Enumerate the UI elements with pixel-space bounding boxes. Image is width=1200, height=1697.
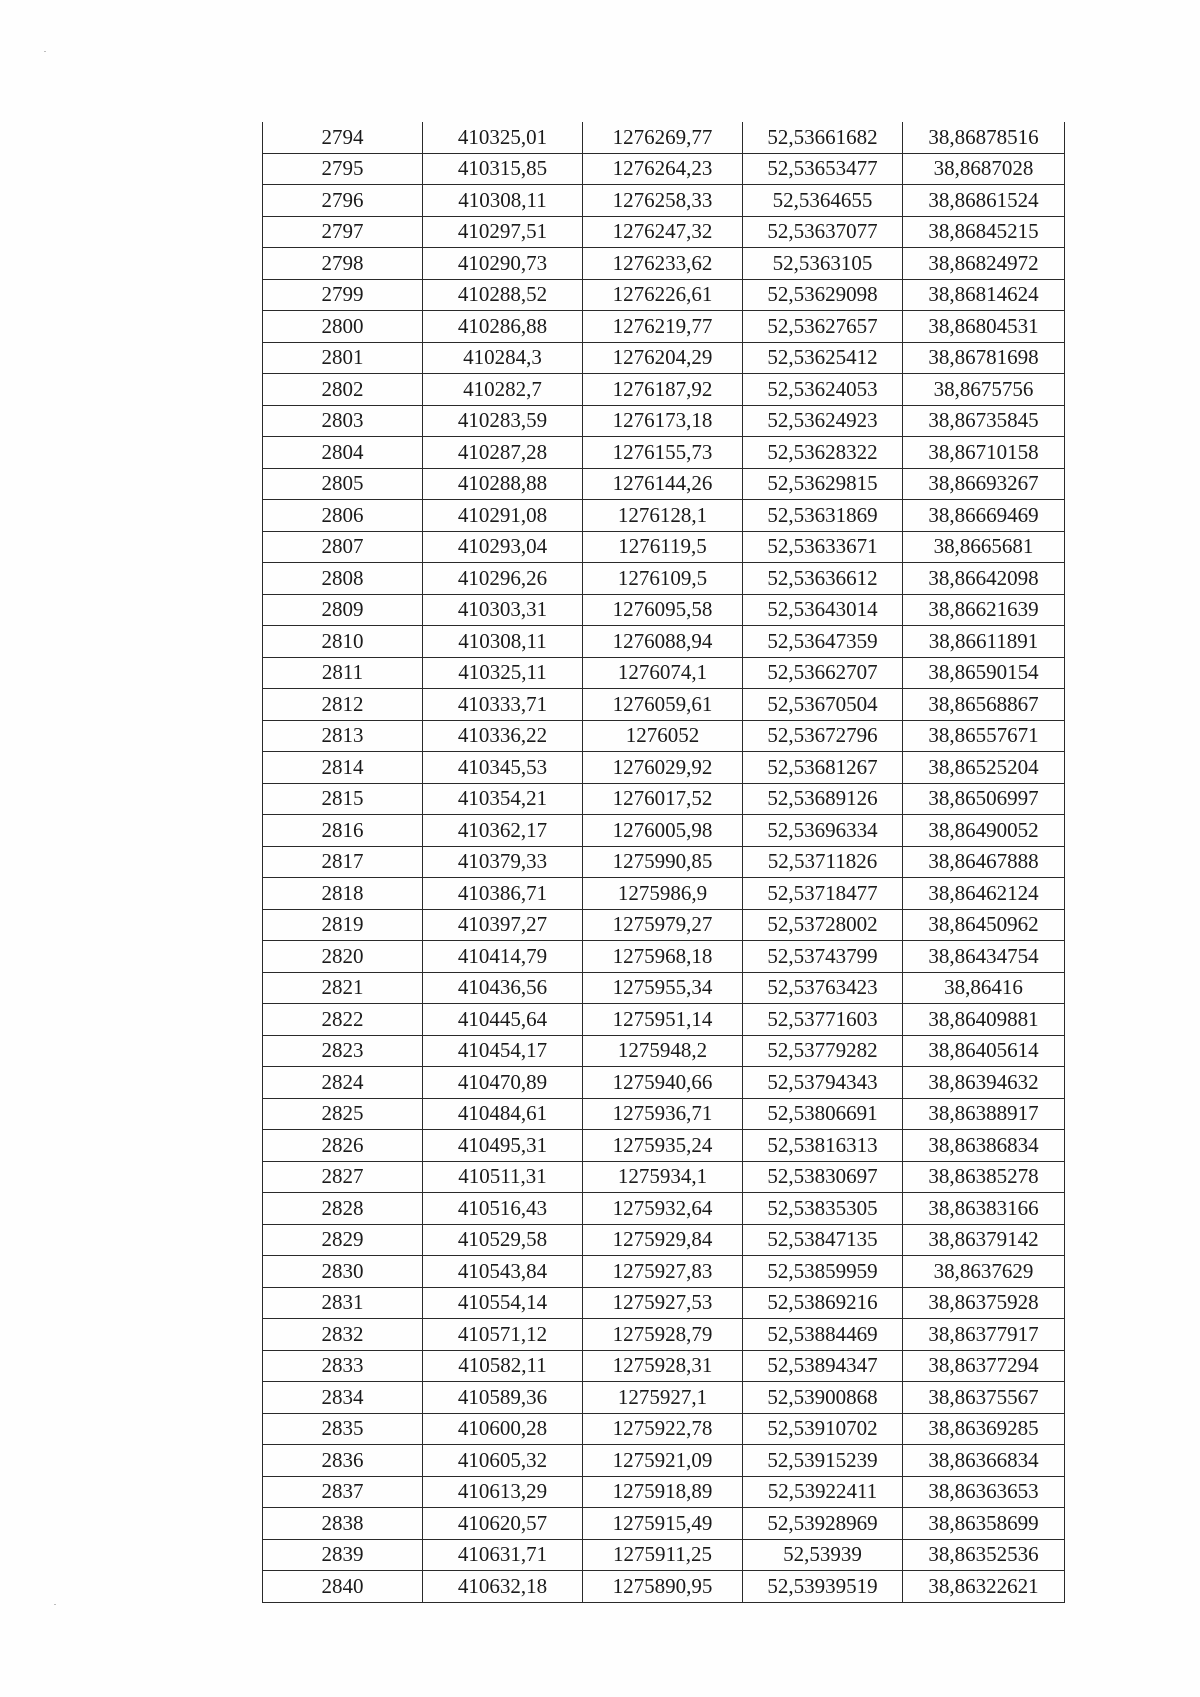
table-row xyxy=(263,1035,1065,1067)
y-coordinate-cell: 1275915,49 xyxy=(583,1508,743,1540)
longitude-cell: 38,86490052 xyxy=(903,815,1065,847)
scan-speck xyxy=(54,1604,56,1605)
y-coordinate-cell: 1275951,14 xyxy=(583,1004,743,1036)
latitude-cell: 52,53662707 xyxy=(743,657,903,689)
longitude-cell: 38,86669469 xyxy=(903,500,1065,532)
point-number-cell: 2802 xyxy=(263,374,423,406)
table-row xyxy=(263,563,1065,595)
point-number-cell: 2799 xyxy=(263,279,423,311)
point-number-cell: 2820 xyxy=(263,941,423,973)
x-coordinate-cell: 410296,26 xyxy=(423,563,583,595)
longitude-cell: 38,86467888 xyxy=(903,846,1065,878)
latitude-cell: 52,53681267 xyxy=(743,752,903,784)
longitude-cell: 38,86590154 xyxy=(903,657,1065,689)
y-coordinate-cell: 1275990,85 xyxy=(583,846,743,878)
latitude-cell: 52,53631869 xyxy=(743,500,903,532)
y-coordinate-cell: 1275929,84 xyxy=(583,1224,743,1256)
latitude-cell: 52,53628322 xyxy=(743,437,903,469)
latitude-cell: 52,53763423 xyxy=(743,972,903,1004)
x-coordinate-cell: 410605,32 xyxy=(423,1445,583,1477)
x-coordinate-cell: 410589,36 xyxy=(423,1382,583,1414)
point-number-cell: 2828 xyxy=(263,1193,423,1225)
latitude-cell: 52,53629815 xyxy=(743,468,903,500)
coordinates-table-body xyxy=(263,122,1065,1602)
longitude-cell: 38,86388917 xyxy=(903,1098,1065,1130)
y-coordinate-cell: 1276173,18 xyxy=(583,405,743,437)
table-row xyxy=(263,1098,1065,1130)
table-row xyxy=(263,720,1065,752)
longitude-cell: 38,86385278 xyxy=(903,1161,1065,1193)
latitude-cell: 52,53847135 xyxy=(743,1224,903,1256)
table-row xyxy=(263,374,1065,406)
latitude-cell: 52,53728002 xyxy=(743,909,903,941)
point-number-cell: 2795 xyxy=(263,153,423,185)
x-coordinate-cell: 410484,61 xyxy=(423,1098,583,1130)
latitude-cell: 52,53672796 xyxy=(743,720,903,752)
x-coordinate-cell: 410632,18 xyxy=(423,1571,583,1603)
point-number-cell: 2829 xyxy=(263,1224,423,1256)
longitude-cell: 38,86322621 xyxy=(903,1571,1065,1603)
longitude-cell: 38,86434754 xyxy=(903,941,1065,973)
y-coordinate-cell: 1276233,62 xyxy=(583,248,743,280)
x-coordinate-cell: 410571,12 xyxy=(423,1319,583,1351)
y-coordinate-cell: 1276095,58 xyxy=(583,594,743,626)
longitude-cell: 38,86735845 xyxy=(903,405,1065,437)
point-number-cell: 2807 xyxy=(263,531,423,563)
point-number-cell: 2821 xyxy=(263,972,423,1004)
table-row xyxy=(263,122,1065,153)
point-number-cell: 2832 xyxy=(263,1319,423,1351)
y-coordinate-cell: 1275927,53 xyxy=(583,1287,743,1319)
latitude-cell: 52,53900868 xyxy=(743,1382,903,1414)
point-number-cell: 2819 xyxy=(263,909,423,941)
latitude-cell: 52,53647359 xyxy=(743,626,903,658)
y-coordinate-cell: 1276258,33 xyxy=(583,185,743,217)
longitude-cell: 38,86352536 xyxy=(903,1539,1065,1571)
y-coordinate-cell: 1276155,73 xyxy=(583,437,743,469)
latitude-cell: 52,53894347 xyxy=(743,1350,903,1382)
point-number-cell: 2810 xyxy=(263,626,423,658)
y-coordinate-cell: 1276204,29 xyxy=(583,342,743,374)
longitude-cell: 38,86386834 xyxy=(903,1130,1065,1162)
latitude-cell: 52,53830697 xyxy=(743,1161,903,1193)
latitude-cell: 52,53661682 xyxy=(743,122,903,153)
point-number-cell: 2836 xyxy=(263,1445,423,1477)
x-coordinate-cell: 410288,88 xyxy=(423,468,583,500)
scan-speck xyxy=(44,51,46,52)
x-coordinate-cell: 410436,56 xyxy=(423,972,583,1004)
point-number-cell: 2826 xyxy=(263,1130,423,1162)
longitude-cell: 38,86394632 xyxy=(903,1067,1065,1099)
longitude-cell: 38,8687028 xyxy=(903,153,1065,185)
longitude-cell: 38,86375928 xyxy=(903,1287,1065,1319)
y-coordinate-cell: 1275955,34 xyxy=(583,972,743,1004)
longitude-cell: 38,86878516 xyxy=(903,122,1065,153)
y-coordinate-cell: 1275968,18 xyxy=(583,941,743,973)
longitude-cell: 38,86358699 xyxy=(903,1508,1065,1540)
point-number-cell: 2814 xyxy=(263,752,423,784)
longitude-cell: 38,86450962 xyxy=(903,909,1065,941)
table-row xyxy=(263,1382,1065,1414)
latitude-cell: 52,53779282 xyxy=(743,1035,903,1067)
x-coordinate-cell: 410325,01 xyxy=(423,122,583,153)
point-number-cell: 2801 xyxy=(263,342,423,374)
y-coordinate-cell: 1276119,5 xyxy=(583,531,743,563)
y-coordinate-cell: 1275948,2 xyxy=(583,1035,743,1067)
x-coordinate-cell: 410282,7 xyxy=(423,374,583,406)
table-row xyxy=(263,279,1065,311)
y-coordinate-cell: 1276144,26 xyxy=(583,468,743,500)
point-number-cell: 2823 xyxy=(263,1035,423,1067)
latitude-cell: 52,53922411 xyxy=(743,1476,903,1508)
longitude-cell: 38,86363653 xyxy=(903,1476,1065,1508)
table-row xyxy=(263,1539,1065,1571)
point-number-cell: 2824 xyxy=(263,1067,423,1099)
y-coordinate-cell: 1276088,94 xyxy=(583,626,743,658)
latitude-cell: 52,53670504 xyxy=(743,689,903,721)
table-row xyxy=(263,1130,1065,1162)
y-coordinate-cell: 1276219,77 xyxy=(583,311,743,343)
table-row xyxy=(263,941,1065,973)
x-coordinate-cell: 410336,22 xyxy=(423,720,583,752)
latitude-cell: 52,53835305 xyxy=(743,1193,903,1225)
y-coordinate-cell: 1276187,92 xyxy=(583,374,743,406)
x-coordinate-cell: 410354,21 xyxy=(423,783,583,815)
longitude-cell: 38,86506997 xyxy=(903,783,1065,815)
table-row xyxy=(263,1256,1065,1288)
table-row xyxy=(263,1350,1065,1382)
table-row xyxy=(263,437,1065,469)
longitude-cell: 38,86568867 xyxy=(903,689,1065,721)
point-number-cell: 2794 xyxy=(263,122,423,153)
table-row xyxy=(263,1508,1065,1540)
x-coordinate-cell: 410283,59 xyxy=(423,405,583,437)
point-number-cell: 2825 xyxy=(263,1098,423,1130)
table-row xyxy=(263,1193,1065,1225)
latitude-cell: 52,53689126 xyxy=(743,783,903,815)
latitude-cell: 52,5363105 xyxy=(743,248,903,280)
latitude-cell: 52,53627657 xyxy=(743,311,903,343)
point-number-cell: 2797 xyxy=(263,216,423,248)
point-number-cell: 2804 xyxy=(263,437,423,469)
latitude-cell: 52,53884469 xyxy=(743,1319,903,1351)
x-coordinate-cell: 410511,31 xyxy=(423,1161,583,1193)
x-coordinate-cell: 410582,11 xyxy=(423,1350,583,1382)
table-row xyxy=(263,468,1065,500)
table-row xyxy=(263,1319,1065,1351)
point-number-cell: 2803 xyxy=(263,405,423,437)
table-row xyxy=(263,972,1065,1004)
point-number-cell: 2822 xyxy=(263,1004,423,1036)
longitude-cell: 38,86416 xyxy=(903,972,1065,1004)
table-row xyxy=(263,909,1065,941)
latitude-cell: 52,53633671 xyxy=(743,531,903,563)
x-coordinate-cell: 410345,53 xyxy=(423,752,583,784)
table-row xyxy=(263,846,1065,878)
table-row xyxy=(263,216,1065,248)
longitude-cell: 38,86366834 xyxy=(903,1445,1065,1477)
x-coordinate-cell: 410315,85 xyxy=(423,153,583,185)
longitude-cell: 38,86379142 xyxy=(903,1224,1065,1256)
point-number-cell: 2817 xyxy=(263,846,423,878)
point-number-cell: 2827 xyxy=(263,1161,423,1193)
table-row xyxy=(263,153,1065,185)
latitude-cell: 52,53625412 xyxy=(743,342,903,374)
longitude-cell: 38,8665681 xyxy=(903,531,1065,563)
table-row xyxy=(263,815,1065,847)
latitude-cell: 52,53743799 xyxy=(743,941,903,973)
table-row xyxy=(263,1004,1065,1036)
table-row xyxy=(263,878,1065,910)
y-coordinate-cell: 1276059,61 xyxy=(583,689,743,721)
y-coordinate-cell: 1276074,1 xyxy=(583,657,743,689)
longitude-cell: 38,86781698 xyxy=(903,342,1065,374)
y-coordinate-cell: 1275928,79 xyxy=(583,1319,743,1351)
longitude-cell: 38,8675756 xyxy=(903,374,1065,406)
table-row xyxy=(263,657,1065,689)
latitude-cell: 52,53869216 xyxy=(743,1287,903,1319)
table-row xyxy=(263,626,1065,658)
longitude-cell: 38,86557671 xyxy=(903,720,1065,752)
longitude-cell: 38,86377917 xyxy=(903,1319,1065,1351)
y-coordinate-cell: 1276247,32 xyxy=(583,216,743,248)
x-coordinate-cell: 410325,11 xyxy=(423,657,583,689)
point-number-cell: 2833 xyxy=(263,1350,423,1382)
point-number-cell: 2835 xyxy=(263,1413,423,1445)
table-row xyxy=(263,1571,1065,1603)
longitude-cell: 38,86369285 xyxy=(903,1413,1065,1445)
x-coordinate-cell: 410543,84 xyxy=(423,1256,583,1288)
x-coordinate-cell: 410308,11 xyxy=(423,626,583,658)
x-coordinate-cell: 410291,08 xyxy=(423,500,583,532)
y-coordinate-cell: 1275927,1 xyxy=(583,1382,743,1414)
table-row xyxy=(263,311,1065,343)
latitude-cell: 52,53816313 xyxy=(743,1130,903,1162)
x-coordinate-cell: 410454,17 xyxy=(423,1035,583,1067)
latitude-cell: 52,53939519 xyxy=(743,1571,903,1603)
x-coordinate-cell: 410290,73 xyxy=(423,248,583,280)
point-number-cell: 2811 xyxy=(263,657,423,689)
longitude-cell: 38,86845215 xyxy=(903,216,1065,248)
x-coordinate-cell: 410529,58 xyxy=(423,1224,583,1256)
latitude-cell: 52,53928969 xyxy=(743,1508,903,1540)
table-row xyxy=(263,1161,1065,1193)
y-coordinate-cell: 1276109,5 xyxy=(583,563,743,595)
y-coordinate-cell: 1276029,92 xyxy=(583,752,743,784)
latitude-cell: 52,53806691 xyxy=(743,1098,903,1130)
latitude-cell: 52,53636612 xyxy=(743,563,903,595)
x-coordinate-cell: 410613,29 xyxy=(423,1476,583,1508)
x-coordinate-cell: 410495,31 xyxy=(423,1130,583,1162)
table-row xyxy=(263,1413,1065,1445)
x-coordinate-cell: 410297,51 xyxy=(423,216,583,248)
latitude-cell: 52,53637077 xyxy=(743,216,903,248)
x-coordinate-cell: 410470,89 xyxy=(423,1067,583,1099)
y-coordinate-cell: 1275922,78 xyxy=(583,1413,743,1445)
x-coordinate-cell: 410397,27 xyxy=(423,909,583,941)
point-number-cell: 2808 xyxy=(263,563,423,595)
point-number-cell: 2838 xyxy=(263,1508,423,1540)
point-number-cell: 2796 xyxy=(263,185,423,217)
y-coordinate-cell: 1275927,83 xyxy=(583,1256,743,1288)
longitude-cell: 38,86409881 xyxy=(903,1004,1065,1036)
longitude-cell: 38,86814624 xyxy=(903,279,1065,311)
x-coordinate-cell: 410600,28 xyxy=(423,1413,583,1445)
y-coordinate-cell: 1276264,23 xyxy=(583,153,743,185)
table-row xyxy=(263,594,1065,626)
y-coordinate-cell: 1275986,9 xyxy=(583,878,743,910)
table-row xyxy=(263,1476,1065,1508)
x-coordinate-cell: 410288,52 xyxy=(423,279,583,311)
x-coordinate-cell: 410620,57 xyxy=(423,1508,583,1540)
longitude-cell: 38,86710158 xyxy=(903,437,1065,469)
latitude-cell: 52,53859959 xyxy=(743,1256,903,1288)
table-row xyxy=(263,689,1065,721)
y-coordinate-cell: 1276269,77 xyxy=(583,122,743,153)
longitude-cell: 38,86375567 xyxy=(903,1382,1065,1414)
latitude-cell: 52,53910702 xyxy=(743,1413,903,1445)
y-coordinate-cell: 1275979,27 xyxy=(583,909,743,941)
x-coordinate-cell: 410554,14 xyxy=(423,1287,583,1319)
longitude-cell: 38,8637629 xyxy=(903,1256,1065,1288)
latitude-cell: 52,53624923 xyxy=(743,405,903,437)
point-number-cell: 2839 xyxy=(263,1539,423,1571)
table-row xyxy=(263,1445,1065,1477)
y-coordinate-cell: 1275911,25 xyxy=(583,1539,743,1571)
x-coordinate-cell: 410379,33 xyxy=(423,846,583,878)
x-coordinate-cell: 410287,28 xyxy=(423,437,583,469)
point-number-cell: 2816 xyxy=(263,815,423,847)
table-row xyxy=(263,752,1065,784)
y-coordinate-cell: 1275932,64 xyxy=(583,1193,743,1225)
table-row xyxy=(263,1224,1065,1256)
y-coordinate-cell: 1275921,09 xyxy=(583,1445,743,1477)
y-coordinate-cell: 1275935,24 xyxy=(583,1130,743,1162)
point-number-cell: 2834 xyxy=(263,1382,423,1414)
longitude-cell: 38,86642098 xyxy=(903,563,1065,595)
longitude-cell: 38,86804531 xyxy=(903,311,1065,343)
y-coordinate-cell: 1275928,31 xyxy=(583,1350,743,1382)
longitude-cell: 38,86383166 xyxy=(903,1193,1065,1225)
x-coordinate-cell: 410516,43 xyxy=(423,1193,583,1225)
x-coordinate-cell: 410286,88 xyxy=(423,311,583,343)
x-coordinate-cell: 410284,3 xyxy=(423,342,583,374)
point-number-cell: 2815 xyxy=(263,783,423,815)
y-coordinate-cell: 1276017,52 xyxy=(583,783,743,815)
table-row xyxy=(263,405,1065,437)
point-number-cell: 2800 xyxy=(263,311,423,343)
longitude-cell: 38,86462124 xyxy=(903,878,1065,910)
latitude-cell: 52,53939 xyxy=(743,1539,903,1571)
coordinates-table xyxy=(262,122,1065,1603)
y-coordinate-cell: 1275890,95 xyxy=(583,1571,743,1603)
y-coordinate-cell: 1275940,66 xyxy=(583,1067,743,1099)
point-number-cell: 2806 xyxy=(263,500,423,532)
y-coordinate-cell: 1276005,98 xyxy=(583,815,743,847)
point-number-cell: 2809 xyxy=(263,594,423,626)
x-coordinate-cell: 410362,17 xyxy=(423,815,583,847)
point-number-cell: 2818 xyxy=(263,878,423,910)
x-coordinate-cell: 410386,71 xyxy=(423,878,583,910)
x-coordinate-cell: 410303,31 xyxy=(423,594,583,626)
x-coordinate-cell: 410293,04 xyxy=(423,531,583,563)
point-number-cell: 2840 xyxy=(263,1571,423,1603)
point-number-cell: 2831 xyxy=(263,1287,423,1319)
point-number-cell: 2798 xyxy=(263,248,423,280)
latitude-cell: 52,5364655 xyxy=(743,185,903,217)
table-row xyxy=(263,531,1065,563)
y-coordinate-cell: 1276052 xyxy=(583,720,743,752)
latitude-cell: 52,53915239 xyxy=(743,1445,903,1477)
x-coordinate-cell: 410414,79 xyxy=(423,941,583,973)
point-number-cell: 2812 xyxy=(263,689,423,721)
latitude-cell: 52,53629098 xyxy=(743,279,903,311)
point-number-cell: 2813 xyxy=(263,720,423,752)
x-coordinate-cell: 410445,64 xyxy=(423,1004,583,1036)
y-coordinate-cell: 1275918,89 xyxy=(583,1476,743,1508)
x-coordinate-cell: 410631,71 xyxy=(423,1539,583,1571)
longitude-cell: 38,86611891 xyxy=(903,626,1065,658)
latitude-cell: 52,53718477 xyxy=(743,878,903,910)
table-row xyxy=(263,185,1065,217)
table-row xyxy=(263,783,1065,815)
table-row xyxy=(263,342,1065,374)
latitude-cell: 52,53653477 xyxy=(743,153,903,185)
latitude-cell: 52,53794343 xyxy=(743,1067,903,1099)
latitude-cell: 52,53711826 xyxy=(743,846,903,878)
table-row xyxy=(263,500,1065,532)
y-coordinate-cell: 1276226,61 xyxy=(583,279,743,311)
table-row xyxy=(263,1287,1065,1319)
latitude-cell: 52,53624053 xyxy=(743,374,903,406)
point-number-cell: 2830 xyxy=(263,1256,423,1288)
longitude-cell: 38,86525204 xyxy=(903,752,1065,784)
table-row xyxy=(263,248,1065,280)
y-coordinate-cell: 1276128,1 xyxy=(583,500,743,532)
point-number-cell: 2805 xyxy=(263,468,423,500)
table-row xyxy=(263,1067,1065,1099)
point-number-cell: 2837 xyxy=(263,1476,423,1508)
longitude-cell: 38,86824972 xyxy=(903,248,1065,280)
longitude-cell: 38,86621639 xyxy=(903,594,1065,626)
latitude-cell: 52,53771603 xyxy=(743,1004,903,1036)
y-coordinate-cell: 1275936,71 xyxy=(583,1098,743,1130)
longitude-cell: 38,86861524 xyxy=(903,185,1065,217)
longitude-cell: 38,86377294 xyxy=(903,1350,1065,1382)
longitude-cell: 38,86405614 xyxy=(903,1035,1065,1067)
latitude-cell: 52,53696334 xyxy=(743,815,903,847)
x-coordinate-cell: 410333,71 xyxy=(423,689,583,721)
y-coordinate-cell: 1275934,1 xyxy=(583,1161,743,1193)
latitude-cell: 52,53643014 xyxy=(743,594,903,626)
x-coordinate-cell: 410308,11 xyxy=(423,185,583,217)
longitude-cell: 38,86693267 xyxy=(903,468,1065,500)
